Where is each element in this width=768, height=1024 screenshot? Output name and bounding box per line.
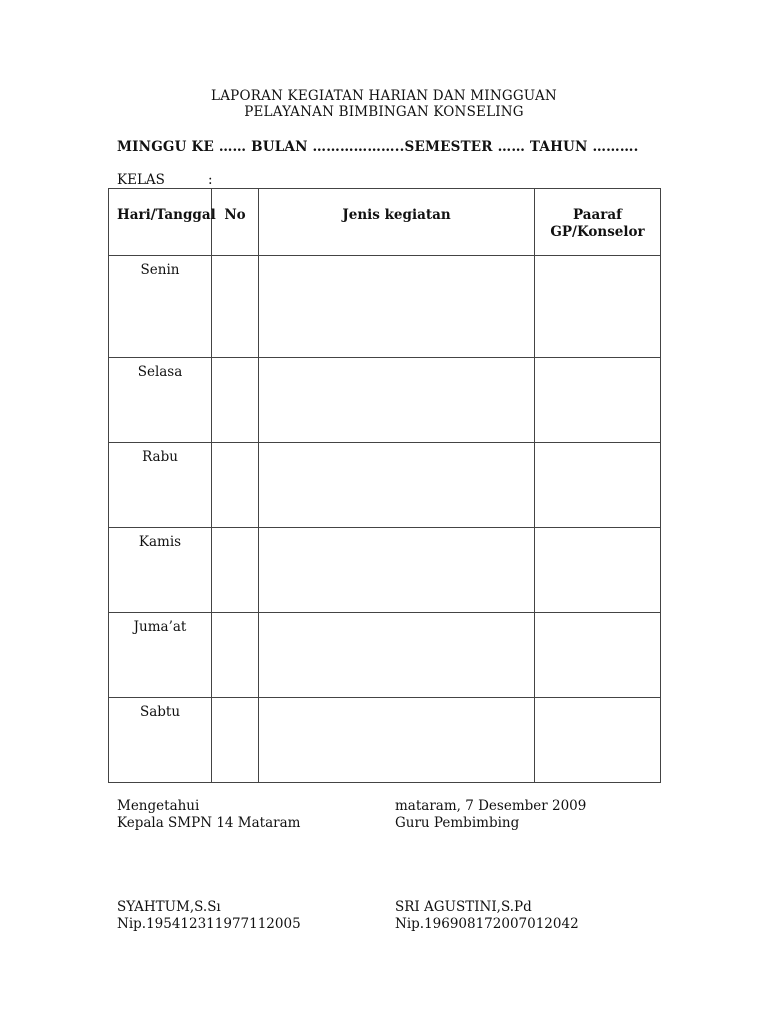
header-paraf [535,189,661,256]
place-date-label: mataram, 7 Desember 2009 [395,798,587,814]
jenis-kegiatan-cell [259,256,535,358]
day-cell: Kamis [109,528,212,613]
footer-right-approval [395,798,586,832]
table-row-selasa [109,358,661,443]
header-no: No [212,189,259,256]
guru-pembimbing-label: Guru Pembimbing [395,815,520,831]
table-row-senin [109,256,661,358]
report-title-line2: PELAYANAN BIMBINGAN KONSELING [244,104,524,120]
table-row-sabtu [109,698,661,783]
paraf-cell [535,358,661,443]
kepala-sekolah-nip: Nip.195412311977112005 [117,916,301,932]
paraf-cell [535,698,661,783]
paraf-cell [535,256,661,358]
kepala-sekolah-label: Kepala SMPN 14 Mataram [117,815,301,831]
no-cell [212,443,259,528]
header-paraf-line1: Paaraf [573,207,622,223]
week-month-semester-year-line: MINGGU KE …… BULAN ………………..SEMESTER …… TAHUN ………. [117,139,639,155]
no-cell [212,613,259,698]
header-paraf-line2: GP/Konselor [550,224,645,240]
guru-pembimbing-nip: Nip.196908172007012042 [395,916,579,932]
guru-pembimbing-name: SRI AGUSTINI,S.Pd [395,899,532,915]
paraf-cell [535,443,661,528]
activity-log-table [108,188,661,783]
kelas-colon: : [208,172,213,188]
paraf-cell [535,613,661,698]
table-row-rabu [109,443,661,528]
no-cell [212,256,259,358]
table-row-jumaat [109,613,661,698]
table-row-kamis [109,528,661,613]
jenis-kegiatan-cell [259,528,535,613]
day-cell: Senin [109,256,212,358]
mengetahui-label: Mengetahui [117,798,200,814]
footer-right-signatory [395,899,579,933]
kelas-label: KELAS [117,172,165,188]
day-cell: Juma’at [109,613,212,698]
footer-left-signatory [117,899,301,933]
jenis-kegiatan-cell [259,698,535,783]
day-cell: Rabu [109,443,212,528]
no-cell [212,358,259,443]
jenis-kegiatan-cell [259,613,535,698]
header-hari-tanggal: Hari/Tanggal [109,189,212,256]
day-cell: Selasa [109,358,212,443]
paraf-cell [535,528,661,613]
day-cell: Sabtu [109,698,212,783]
jenis-kegiatan-cell [259,443,535,528]
table-header-row [109,189,661,256]
no-cell [212,698,259,783]
report-title-line1: LAPORAN KEGIATAN HARIAN DAN MINGGUAN [211,88,557,104]
header-jenis-kegiatan: Jenis kegiatan [259,189,535,256]
no-cell [212,528,259,613]
footer-left-approval [117,798,300,832]
kepala-sekolah-name: SYAHTUM,S.Sı [117,899,221,915]
jenis-kegiatan-cell [259,358,535,443]
